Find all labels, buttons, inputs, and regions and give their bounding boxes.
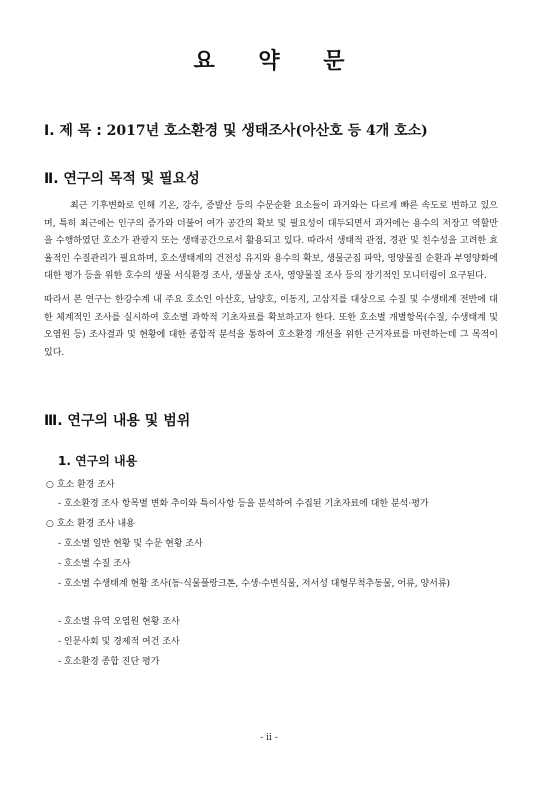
list-item: - 호소별 유역 오염원 현황 조사 <box>58 617 180 627</box>
list-item: - 인문사회 및 경제적 여건 조사 <box>58 637 180 647</box>
section-1-heading <box>44 120 428 140</box>
subsection-1-heading: 1. 연구의 내용 <box>58 454 138 468</box>
section-3-title: Ⅲ. 연구의 내용 및 범위 <box>44 413 191 429</box>
list-item: - 호소별 일반 현황 및 수문 현황 조사 <box>58 539 203 549</box>
page-number: - ii - <box>260 733 278 743</box>
list-item: ○ 호소 환경 조사 내용 <box>46 519 135 529</box>
section-2-title: Ⅱ. 연구의 목적 및 필요성 <box>44 171 200 187</box>
list-item: - 호소별 수생태계 현황 조사(동·식물플랑크톤, 수생·수변식물, 저서성 대형무척추동물, 어류, 양서류) <box>58 579 451 589</box>
purpose-paragraph-1: 최근 기후변화로 인해 기온, 강수, 증발산 등의 수문순환 요소들이 과거와는 다르게 빠른 속도로 변하고 있으며, 특히 최근에는 인구의 증가와 더불어 여가 공간의 확보 및 필요성이 대두되면서 과거에는 용수의 저장고 역할만을 수행하였던 호소가 관광지 또는 생태공간으로서 활용되고 있다. 따라서 생태적 관점, 경관 및 친수성을 고려한 효율적인 수질관리가 필요하며, 호소생태계의 건전성 유지와 용수의 확보, 생물군집 파악, 영양물질 순환과 부영양화에 대한 평가 등을 위한 호수의 생물 서식환경 조사, 생물상 조사, 영양물질 조사 등의 장기적인 모니터링이 요구된다. <box>44 201 498 282</box>
list-item: - 호소환경 종합 진단 평가 <box>58 657 160 667</box>
document-title: 요 약 문 <box>193 49 363 74</box>
purpose-paragraph-2: 따라서 본 연구는 한강수계 내 주요 호소인 아산호, 남양호, 이동지, 고삼지를 대상으로 수질 및 수생태계 전반에 대한 체계적인 조사를 실시하여 호소별 과학적 기초자료를 확보하고자 한다. 또한 호소별 개별항목(수질, 수생태계 및 오염원 등) 조사결과 및 현황에 대한 종합적 분석을 통하여 호소환경 개선을 위한 근거자료를 마련하는데 그 목적이 있다. <box>44 295 498 358</box>
section-2-heading <box>44 168 200 188</box>
section-1-label: Ⅰ. 제 목 : <box>44 123 107 139</box>
list-item: - 호소별 수질 조사 <box>58 559 131 569</box>
section-3-heading <box>44 410 190 430</box>
list-item: ○ 호소 환경 조사 <box>46 480 115 490</box>
list-item: - 호소환경 조사 항목별 변화 추이와 특이사항 등을 분석하여 수집된 기초자료에 대한 분석·평가 <box>58 499 429 509</box>
section-1-title: 2017년 호소환경 및 생태조사(아산호 등 4개 호소) <box>106 123 428 139</box>
